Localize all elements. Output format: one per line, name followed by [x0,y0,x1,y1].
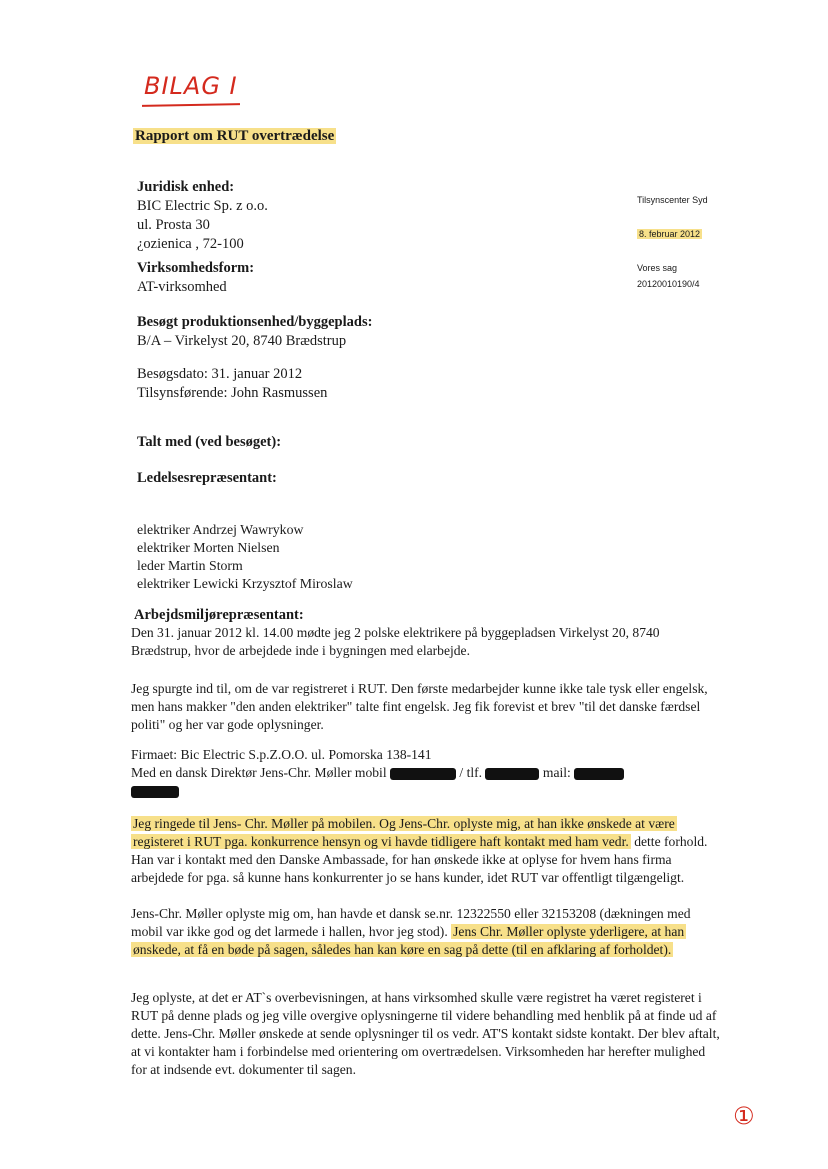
ams-label: Arbejdsmiljørepræsentant: [134,607,304,623]
visit-block [137,365,737,403]
form-value: AT-virksomhed [137,279,227,295]
site-label: Besøgt produktionsenhed/byggeplads: [137,314,373,330]
entity-street: ul. Prosta 30 [137,217,210,233]
redaction-phone [485,768,539,780]
redaction-mail [574,768,624,780]
vores-sag-label: Vores sag [637,263,678,273]
redaction-line [131,782,721,800]
person-item: elektriker Morten Nielsen [137,540,280,555]
case-number: 20120010190/4 [637,279,700,289]
se-number-text: Jens-Chr. Møller oplyste mig om, han havde et dansk se.nr. 12322550 eller 32153208 (dækningen med mobil var ikke god og det larmede i hallen, hvor jeg stod). [131,906,691,939]
form-label: Virksomhedsform: [137,260,255,276]
form-block [137,259,737,297]
contact-line [131,764,721,782]
body-paragraph-1: Den 31. januar 2012 kl. 14.00 mødte jeg 2 polske elektrikere på byggepladsen Virkelyst 20, 8740 Brædstrup, hvor de arbejdede inde i bygningen med elarbejde. [131,625,660,658]
body-paragraph-3 [131,746,721,800]
company-line: Firmaet: Bic Electric S.p.Z.O.O. ul. Pomorska 138-141 [131,747,432,762]
person-item: leder Martin Storm [137,558,243,573]
report-date-text: 8. februar 2012 [639,229,701,239]
highlighted-fine-text: Jens Chr. Møller oplyste yderligere, at han ønskede, at få en bøde på sagen, således han kan køre en sag på dette (til en afklaring af forholdet). [133,924,685,957]
site-value: B/A – Virkelyst 20, 8740 Brædstrup [137,333,347,349]
spoken-label: Talt med (ved besøget): [137,434,282,450]
visit-date: Besøgsdato: 31. januar 2012 [137,366,303,382]
redaction-mail-continued [131,786,179,798]
entity-block [137,178,737,254]
person-item: elektriker Lewicki Krzysztof Miroslaw [137,576,353,591]
report-title-text: Rapport om RUT overtrædelse [135,128,335,144]
center-name: Tilsynscenter Syd [637,195,708,205]
contact-phone-label: / tlf. [459,765,483,780]
person-item: elektriker Andrzej Wawrykow [137,522,304,537]
entity-name: BIC Electric Sp. z o.o. [137,198,268,214]
bilag-annotation: BILAG I [144,72,238,100]
body-paragraph-6: Jeg oplyste, at det er AT`s overbevisningen, at hans virksomhed skulle være registret ha været registeret i RUT på denne plads og jeg ville overgive oplysningerne til videre behandling med henblik på at finde ud af dette. Jens-Chr. Møller ønskede at sende oplysninger til os vedr. AT'S kontakt sidste kontakt. Der blev aftalt, at vi kontakter ham i forbindelse med orientering om overtrædelsen. Virksomheden har herefter mulighed for at indsende evt. dokumenter til sagen. [131,990,720,1077]
redaction-mobile [390,768,456,780]
management-label: Ledelsesrepræsentant: [137,470,277,486]
visit-inspector: Tilsynsførende: John Rasmussen [137,385,328,401]
body-paragraph-2: Jeg spurgte ind til, om de var registreret i RUT. Den første medarbejder kunne ikke tale tysk eller engelsk, men hans makker "den anden elektriker" talte fint engelsk. Jeg fik forevist et brev "til det danske færdsel politi" og her var gode oplysninger. [131,681,708,732]
site-block [137,313,737,351]
body-paragraph-5 [131,905,721,959]
page-number-mark: ① [733,1102,755,1130]
highlighted-call-text: Jeg ringede til Jens- Chr. Møller på mobilen. Og Jens-Chr. oplyste mig, at han ikke ønskede at være registeret i RUT pga. konkurrence hensyn og vi havde tidligere haft kontakt med ham vedr. [133,816,675,849]
contact-director: Med en dansk Direktør Jens-Chr. Møller mobil [131,765,387,780]
people-list [137,521,737,593]
call-text-rest: dette forhold. Han var i kontakt med den Danske Ambassade, for han ønskede ikke at oplyse for hvem hans firma arbejdede for pga. så kunne hans konkurrenter jo se hans kunder, idet RUT var offentligt tilgængeligt. [131,834,708,885]
body-paragraph-4 [131,815,721,887]
contact-mail-label: mail: [542,765,571,780]
entity-label: Juridisk enhed: [137,179,235,195]
report-title [133,128,336,145]
bilag-underline [142,103,240,107]
entity-city: ¿ozienica , 72-100 [137,236,244,252]
